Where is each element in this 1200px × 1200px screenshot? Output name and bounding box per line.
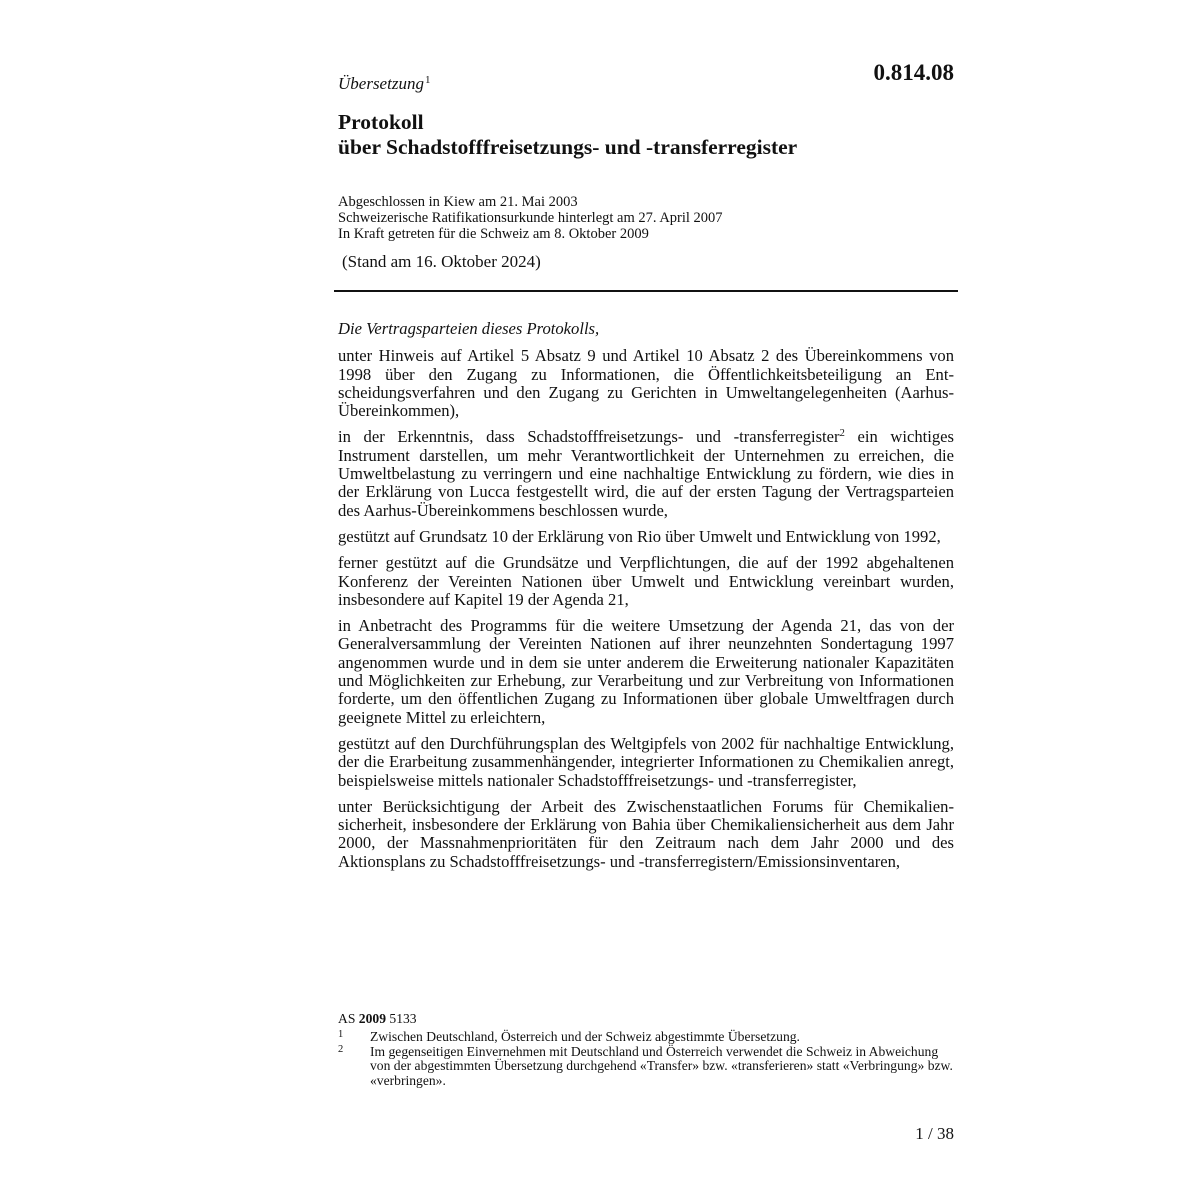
footnote-2-number: 2: [338, 1043, 344, 1055]
concluded-date: Abgeschlossen in Kiew am 21. Mai 2003: [338, 194, 578, 210]
preamble-intro: Die Vertragsparteien dieses Protokolls,: [338, 319, 600, 338]
page-number: 1 / 38: [915, 1124, 954, 1143]
footnote-2-text: Im gegenseitigen Einvernehmen mit Deutschland und Österreich verwendet die Schweiz in Abweichung von der abgestimmten Übersetzung durchgehend «Transfer» bzw. «transferieren» statt «Verbringung» bzw. «verbringen».: [370, 1043, 953, 1089]
preamble-paragraph-3: gestützt auf Grundsatz 10 der Erklärung von Rio über Umwelt und Entwicklung von 1992,: [338, 526, 941, 546]
footnote-ref-2[interactable]: 2: [839, 428, 845, 440]
header-divider: [334, 290, 958, 292]
preamble: [338, 320, 954, 879]
footnote-1: [338, 1030, 954, 1045]
as-year: 2009: [358, 1011, 386, 1026]
as-page: 5133: [389, 1011, 417, 1026]
translation-label-text: Übersetzung: [338, 74, 424, 93]
as-prefix: AS: [338, 1011, 356, 1026]
preamble-paragraph-5: in Anbetracht des Programms für die weitere Umsetzung der Agenda 21, das von der Generalversammlung der Vereinten Nationen auf ihrer neunzehnten Sondertagung 1997 angenommen wurde und in dem sie unter anderem die Erweiterung nationaler Kapazitäten und Möglichkeiten zur Erhebung, zur Verarbeitung und zur Verbreitung von Informationen forderte, um den öffentlichen Zugang zu Informationen über globale Umweltfragen durch geeignete Mittel zu erleichtern,: [338, 616, 954, 727]
preamble-paragraph-1: unter Hinweis auf Artikel 5 Absatz 9 und Artikel 10 Absatz 2 des Übereinkommens von 1998 über den Zugang zu Informationen, die Öffentlichkeitsbeteiligung an Entscheidungsverfahren und den Zugang zu Gerichten in Umweltangelegenheiten (Aarhus-Übereinkommen),: [338, 346, 954, 421]
footnote-ref-1[interactable]: 1: [424, 74, 431, 86]
paragraph-2-text-b: ein wichtiges Instrument darstellen, um mehr Verantwortlichkeit der Unternehmen zu erreichen, die Umweltbelastung zu verringern und eine nachhaltige Entwicklung zu fördern, wie dies in der Erklärung von Lucca festgestellt wird, die auf der ersten Tagung der Vertragsparteien des Aarhus-Übereinkommens beschlossen wurde,: [338, 427, 954, 520]
preamble-paragraph-6: gestützt auf den Durchführungsplan des Weltgipfels von 2002 für nachhaltige Entwicklung, der die Erarbeitung zusammenhängender, integrierter Informationen zu Chemikalien anregt, beispielsweise mittels nationaler Schadstofffreisetzungs- und -transferregister,: [338, 733, 954, 790]
ratification-date: Schweizerische Ratifikationsurkunde hinterlegt am 27. April 2007: [338, 210, 723, 226]
preamble-paragraph-7: unter Berücksichtigung der Arbeit des Zwischenstaatlichen Forums für Chemikaliensicherheit, insbesondere der Erklärung von Bahia über Chemikaliensicherheit aus dem Jahr 2000, der Massnahmenprioritäten für den Zeitraum nach dem Jahr 2000 und des Aktionsplans zu Schadstofffreisetzungs- und -transferregistern/Emissionsinventaren,: [338, 796, 954, 871]
translation-label: [338, 74, 430, 94]
treaty-metadata: [338, 194, 723, 242]
preamble-paragraph-4: ferner gestützt auf die Grundsätze und Verpflichtungen, die auf der 1992 abgehaltenen Konferenz der Vereinten Nationen über Umwelt und Entwicklung vereinbart wurden, insbesondere auf Kapitel 19 der Agenda 21,: [338, 553, 954, 609]
document-title: [338, 110, 797, 160]
title-line-1: Protokoll: [338, 110, 424, 134]
in-force-date: In Kraft getreten für die Schweiz am 8. Oktober 2009: [338, 226, 649, 242]
preamble-paragraph-2: [338, 428, 954, 519]
footnote-1-number: 1: [338, 1028, 344, 1040]
as-reference: [338, 1012, 954, 1027]
status-date: (Stand am 16. Oktober 2024): [342, 252, 541, 271]
paragraph-2-text-a: in der Erkenntnis, dass Schadstofffreisetzungs- und -transferregister: [338, 427, 840, 447]
title-line-2: über Schadstofffreisetzungs- und -transferregister: [338, 135, 798, 159]
footnote-2: [338, 1045, 954, 1089]
sr-number: 0.814.08: [873, 60, 954, 85]
footnote-1-text: Zwischen Deutschland, Österreich und der Schweiz abgestimmte Übersetzung.: [370, 1028, 800, 1044]
footnotes: [338, 1012, 954, 1089]
